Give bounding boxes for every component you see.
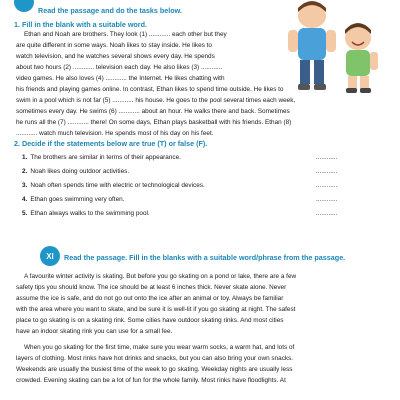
tf-number: 3. (22, 182, 28, 189)
boys-illustration (282, 0, 392, 96)
passage-1-line: his friends and playing games online. In contrast, Ethan likes to spend time outside. He likes to (16, 86, 284, 93)
passage-1-line: swim in a pool which is not far (5) ............ his house. He goes to the pool several times each week, (16, 97, 296, 104)
passage-1-line: he runs all the (7) ............ there! On some days, Ethan plays basketball with his friends. Ethan (8) (16, 119, 292, 126)
passage-1-line: video games. He also loves (4) ............ the Internet. He likes chatting with (16, 75, 225, 82)
section-badge-top (14, 0, 34, 12)
tf-number: 2. (22, 168, 28, 175)
tf-answer-blank[interactable]: ............ (316, 154, 338, 161)
passage-2-line: place to go skating is on a skating rink. Some cities have outdoor skating rinks. And most cities (16, 317, 284, 324)
passage-2-line: with the area where you want to skate, and be sure it is well-lit if you go skating at night. The safest (16, 306, 296, 313)
passage-2-line: have an indoor skating rink you can use for a small fee. (16, 328, 173, 335)
tf-statement (22, 168, 129, 175)
passage-2-line: crowded. Evening skating can be a lot of fun for the whole family. Most rinks have floodlights. At (16, 377, 286, 384)
passage-1 (16, 29, 286, 84)
tf-statement (22, 210, 150, 217)
passage-2-line: Weekends are usually the busiest time of the week to go skating. Weekday nights are usually less (16, 366, 293, 373)
passage-1-line: Ethan and Noah are brothers. They look (1) ............ each other but they (24, 31, 227, 38)
passage-2-line: A favourite winter activity is skating. But before you go skating on a pond or lake, there are a few (24, 273, 297, 280)
tf-number: 4. (22, 196, 28, 203)
passage-1-line: are quite different in some ways. Noah likes to stay inside. He likes to (16, 42, 212, 49)
passage-1-line: about two hours (2) ............ television each day. He also likes (3) ............ (16, 64, 223, 71)
tf-number: 1. (22, 154, 28, 161)
passage-2-paragraph-1 (16, 271, 388, 337)
passage-2-line: safety tips you should know. The ice should be at least 6 inches thick. Never skate alone. Never (16, 284, 287, 291)
passage-1-line: ............ watch much television. He spends most of his day on his feet. (16, 130, 214, 137)
tf-statement (22, 182, 205, 189)
task2-heading: 2. Decide if the statements below are true (T) or false (F). (14, 139, 208, 148)
tf-text: Ethan always walks to the swimming pool. (30, 210, 150, 217)
section-xi-instruction: Read the passage. Fill in the blanks with a suitable word/phrase from the passage. (64, 253, 346, 262)
tf-answer-blank[interactable]: ............ (316, 168, 338, 175)
tf-statement (22, 196, 124, 203)
passage-instruction: Read the passage and do the tasks below. (38, 6, 182, 15)
passage-2-line: When you go skating for the first time, make sure you wear warm socks, a warm hat, and lots of (24, 344, 295, 351)
boy-right-figure (345, 23, 378, 93)
boy-left-figure (288, 1, 336, 90)
tf-answer-blank[interactable]: ............ (316, 182, 338, 189)
tf-text: The brothers are similar in terms of their appearance. (30, 154, 181, 161)
passage-1-line: watch television, and he watches several shows every day. He spends (16, 53, 215, 60)
passage-1-continued (16, 84, 388, 139)
task1-heading: 1. Fill in the blank with a suitable word. (14, 20, 147, 29)
tf-text: Noah often spends time with electric or technological devices. (30, 182, 205, 189)
tf-answer-blank[interactable]: ............ (316, 196, 338, 203)
tf-text: Noah likes doing outdoor activities. (30, 168, 130, 175)
passage-2-line: layers of clothing. Most rinks have hot drinks and snacks, but you can also bring your own snacks. (16, 355, 294, 362)
tf-answer-blank[interactable]: ............ (316, 210, 338, 217)
passage-2-line: assume the ice is safe, and do not go out onto the ice after an animal or toy. Always be familiar (16, 295, 284, 302)
tf-text: Ethan goes swimming very often. (30, 196, 125, 203)
passage-2-paragraph-2 (16, 342, 388, 386)
tf-statement (22, 154, 181, 161)
passage-1-line: sometimes every day. He swims (6) ............ about an hour. He walks there and back. Sometimes (16, 108, 290, 115)
section-badge-xi: XI (40, 246, 60, 266)
tf-number: 5. (22, 210, 28, 217)
